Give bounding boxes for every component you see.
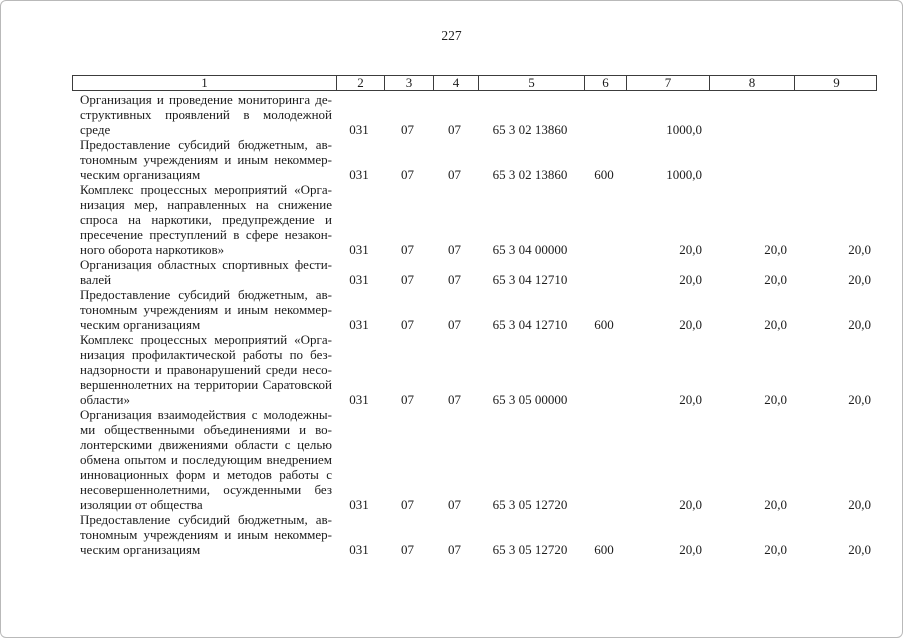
name-line: надзорности и правонарушений среди несо- (80, 362, 332, 377)
header-cell-1: 1 (201, 75, 208, 90)
cell-c7: 20,0 (679, 317, 702, 332)
cell-c8 (708, 92, 793, 137)
name-line: Предоставление субсидий бюджетным, ав- (80, 512, 332, 527)
name-line: области» (80, 392, 130, 407)
name-line: Предоставление субсидий бюджетным, ав- (80, 137, 332, 152)
cell-c8: 20,0 (764, 542, 787, 557)
name-line: ного оборота наркотиков» (80, 242, 225, 257)
cell-c9: 20,0 (848, 272, 871, 287)
name-line: среде (80, 122, 111, 137)
cell-c6 (583, 332, 625, 407)
cell-c2: 031 (349, 272, 369, 287)
cell-c7: 20,0 (679, 497, 702, 512)
cell-c7: 20,0 (679, 392, 702, 407)
cell-c6: 600 (594, 317, 614, 332)
header-cell-3: 3 (384, 76, 433, 90)
cell-c9: 20,0 (848, 392, 871, 407)
table-row (72, 92, 877, 137)
budget-table (72, 75, 877, 557)
header-cell-5: 5 (478, 76, 584, 90)
cell-c3: 07 (401, 392, 414, 407)
header-cell-8: 8 (709, 76, 794, 90)
cell-c4: 07 (448, 542, 461, 557)
name-line: Комплекс процессных мероприятий «Орга- (80, 182, 332, 197)
cell-c6 (583, 182, 625, 257)
cell-c8: 20,0 (764, 317, 787, 332)
name-line: низация профилактической работы по без- (80, 347, 332, 362)
cell-c3: 07 (401, 242, 414, 257)
cell-c4: 07 (448, 317, 461, 332)
cell-c9 (793, 137, 877, 182)
name-line: Комплекс процессных мероприятий «Орга- (80, 332, 332, 347)
name-line: обмена опытом и последующим внедрением (80, 452, 332, 467)
cell-c5: 65 3 05 12720 (492, 542, 568, 557)
cell-c8: 20,0 (764, 272, 787, 287)
cell-name (72, 407, 335, 512)
cell-c2: 031 (349, 317, 369, 332)
table-header-row (72, 75, 877, 91)
cell-c3: 07 (401, 542, 414, 557)
cell-c2: 031 (349, 542, 369, 557)
name-line: тономным учреждениям и иным некоммер- (80, 302, 332, 317)
table-row (72, 332, 877, 407)
cell-name (72, 512, 335, 557)
cell-name (72, 182, 335, 257)
cell-c2: 031 (349, 122, 369, 137)
cell-c7: 1000,0 (666, 167, 702, 182)
header-cell-6: 6 (584, 76, 626, 90)
cell-name (72, 257, 335, 287)
cell-c4: 07 (448, 392, 461, 407)
cell-c7: 1000,0 (666, 122, 702, 137)
cell-c4: 07 (448, 167, 461, 182)
name-line: лонтерскими движениями области с целью (80, 437, 332, 452)
cell-c3: 07 (401, 497, 414, 512)
cell-c2: 031 (349, 392, 369, 407)
cell-c8 (708, 137, 793, 182)
name-line: вершеннолетних на территории Саратовской (80, 377, 332, 392)
cell-name (72, 287, 335, 332)
name-line: Организация областных спортивных фести- (80, 257, 332, 272)
name-line: инновационных форм и методов работы с (80, 467, 332, 482)
cell-c8: 20,0 (764, 242, 787, 257)
cell-c7: 20,0 (679, 242, 702, 257)
cell-c2: 031 (349, 242, 369, 257)
cell-c3: 07 (401, 272, 414, 287)
cell-c9: 20,0 (848, 242, 871, 257)
cell-c2: 031 (349, 497, 369, 512)
cell-c5: 65 3 04 12710 (492, 272, 568, 287)
table-row (72, 407, 877, 512)
cell-c2: 031 (349, 167, 369, 182)
name-line: пресечение преступлений в сфере незакон- (80, 227, 332, 242)
name-line: Организация взаимодействия с молодежны- (80, 407, 332, 422)
header-cell-2: 2 (336, 76, 384, 90)
cell-c6 (583, 257, 625, 287)
cell-c5: 65 3 05 12720 (492, 497, 568, 512)
cell-c5: 65 3 02 13860 (492, 122, 568, 137)
page-number: 227 (441, 28, 462, 43)
cell-c7: 20,0 (679, 542, 702, 557)
cell-c4: 07 (448, 122, 461, 137)
cell-c6 (583, 407, 625, 512)
cell-c8: 20,0 (764, 392, 787, 407)
cell-c4: 07 (448, 242, 461, 257)
cell-c9: 20,0 (848, 497, 871, 512)
table-row (72, 287, 877, 332)
cell-name (72, 332, 335, 407)
cell-c5: 65 3 05 00000 (492, 392, 568, 407)
table-row (72, 137, 877, 182)
cell-c9: 20,0 (848, 542, 871, 557)
cell-c3: 07 (401, 167, 414, 182)
cell-name (72, 92, 335, 137)
name-line: валей (80, 272, 112, 287)
name-line: спроса на наркотики, предупреждение и (80, 212, 332, 227)
cell-c4: 07 (448, 497, 461, 512)
name-line: Организация и проведение мониторинга де- (80, 92, 332, 107)
name-line: ческим организациям (80, 542, 201, 557)
cell-c5: 65 3 02 13860 (492, 167, 568, 182)
table-row (72, 257, 877, 287)
cell-c4: 07 (448, 272, 461, 287)
cell-c9: 20,0 (848, 317, 871, 332)
name-line: несовершеннолетними, осужденными без (80, 482, 332, 497)
header-cell-7: 7 (626, 76, 709, 90)
cell-c9 (793, 92, 877, 137)
table-row (72, 512, 877, 557)
header-cell-4: 4 (433, 76, 478, 90)
header-cell-9: 9 (794, 76, 878, 90)
cell-c8: 20,0 (764, 497, 787, 512)
name-line: тономным учреждениям и иным некоммер- (80, 527, 332, 542)
table-row (72, 182, 877, 257)
name-line: ческим организациям (80, 167, 201, 182)
cell-c3: 07 (401, 122, 414, 137)
cell-c7: 20,0 (679, 272, 702, 287)
cell-c6 (583, 92, 625, 137)
name-line: изоляции от общества (80, 497, 203, 512)
name-line: ческим организациям (80, 317, 201, 332)
table-body (72, 92, 877, 557)
cell-name (72, 137, 335, 182)
cell-c5: 65 3 04 00000 (492, 242, 568, 257)
cell-c6: 600 (594, 167, 614, 182)
cell-c5: 65 3 04 12710 (492, 317, 568, 332)
name-line: тономным учреждениям и иным некоммер- (80, 152, 332, 167)
name-line: ми общественными объединениями и во- (80, 422, 332, 437)
name-line: Предоставление субсидий бюджетным, ав- (80, 287, 332, 302)
name-line: низация мер, направленных на снижение (80, 197, 332, 212)
cell-c3: 07 (401, 317, 414, 332)
name-line: структивных проявлений в молодежной (80, 107, 332, 122)
cell-c6: 600 (594, 542, 614, 557)
